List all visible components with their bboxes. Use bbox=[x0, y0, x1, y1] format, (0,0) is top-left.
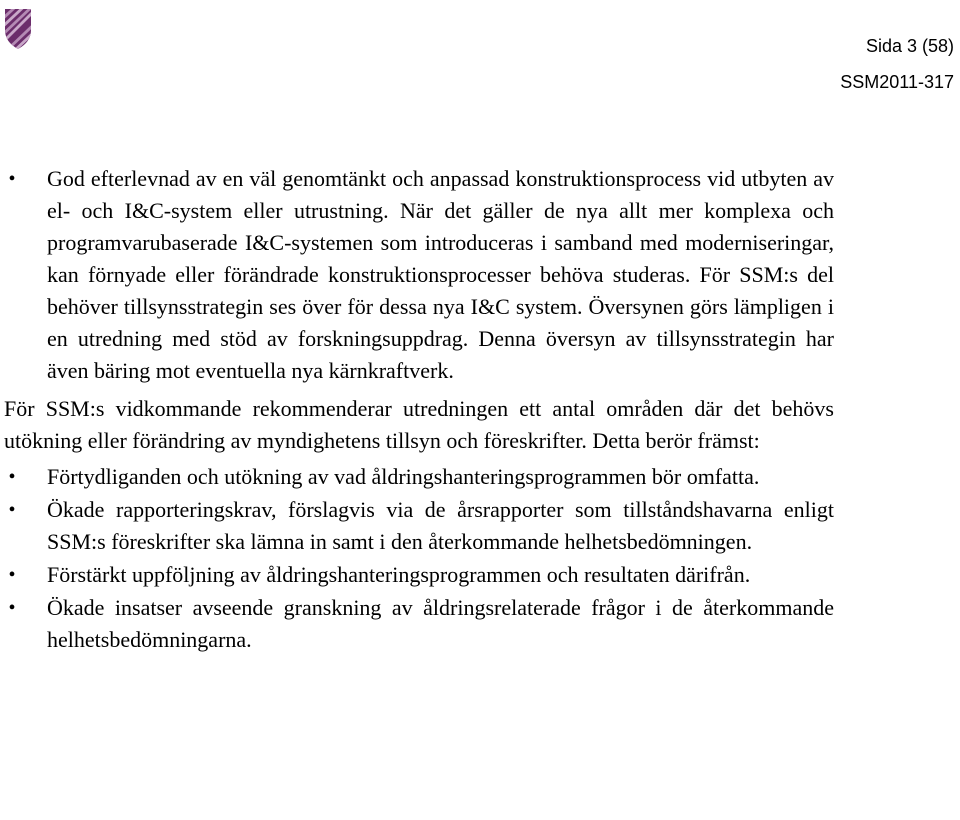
list-item bbox=[4, 592, 834, 656]
list-item-text: God efterlevnad av en väl genomtänkt och anpassad konstruktionsprocess vid utbyten av el- och I&C-system eller utrustning. När det gäller de nya allt mer komplexa och programvarubaserade I&C-systemen som introduceras i samband med moderniseringar, kan förnyade eller förändrade konstruktionsprocesser behöva studeras. För SSM:s del behöver tillsynsstrategin ses över för dessa nya I&C system. Översynen görs lämpligen i en utredning med stöd av forskningsuppdrag. Denna översyn av tillsynsstrategin har även bäring mot eventuella nya kärnkraftverk. bbox=[47, 166, 834, 383]
page-number: Sida 3 (58) bbox=[865, 36, 954, 56]
list-item-text: Ökade rapporteringskrav, förslagvis via de årsrapporter som tillståndshavarna enligt SSM:s föreskrifter ska lämna in samt i den återkommande helhetsbedömningen. bbox=[47, 497, 834, 554]
document-body bbox=[4, 163, 834, 657]
bullet-icon: • bbox=[8, 499, 16, 521]
bullet-icon: • bbox=[8, 564, 16, 586]
list-item-text: Förtydliganden och utökning av vad åldringshanteringsprogrammen bör omfatta. bbox=[47, 464, 760, 489]
list-item-text: Ökade insatser avseende granskning av åldringsrelaterade frågor i de återkommande helhetsbedömningarna. bbox=[47, 595, 834, 652]
bullet-list-2 bbox=[4, 461, 834, 656]
bullet-list-1 bbox=[4, 163, 834, 387]
body-paragraph: För SSM:s vidkommande rekommenderar utredningen ett antal områden där det behövs utökning eller förändring av myndighetens tillsyn och föreskrifter. Detta berör främst: bbox=[4, 396, 834, 453]
bullet-icon: • bbox=[8, 168, 16, 190]
bullet-icon: • bbox=[8, 466, 16, 488]
bullet-icon: • bbox=[8, 597, 16, 619]
list-item-text: Förstärkt uppföljning av åldringshanteringsprogrammen och resultaten därifrån. bbox=[47, 562, 751, 587]
document-id: SSM2011-317 bbox=[840, 72, 954, 92]
page-header bbox=[840, 28, 954, 100]
list-item bbox=[4, 163, 834, 387]
list-item bbox=[4, 559, 834, 591]
ssm-logo bbox=[3, 6, 33, 50]
list-item bbox=[4, 494, 834, 558]
list-item bbox=[4, 461, 834, 493]
ssm-shield-logo-icon bbox=[3, 6, 33, 50]
